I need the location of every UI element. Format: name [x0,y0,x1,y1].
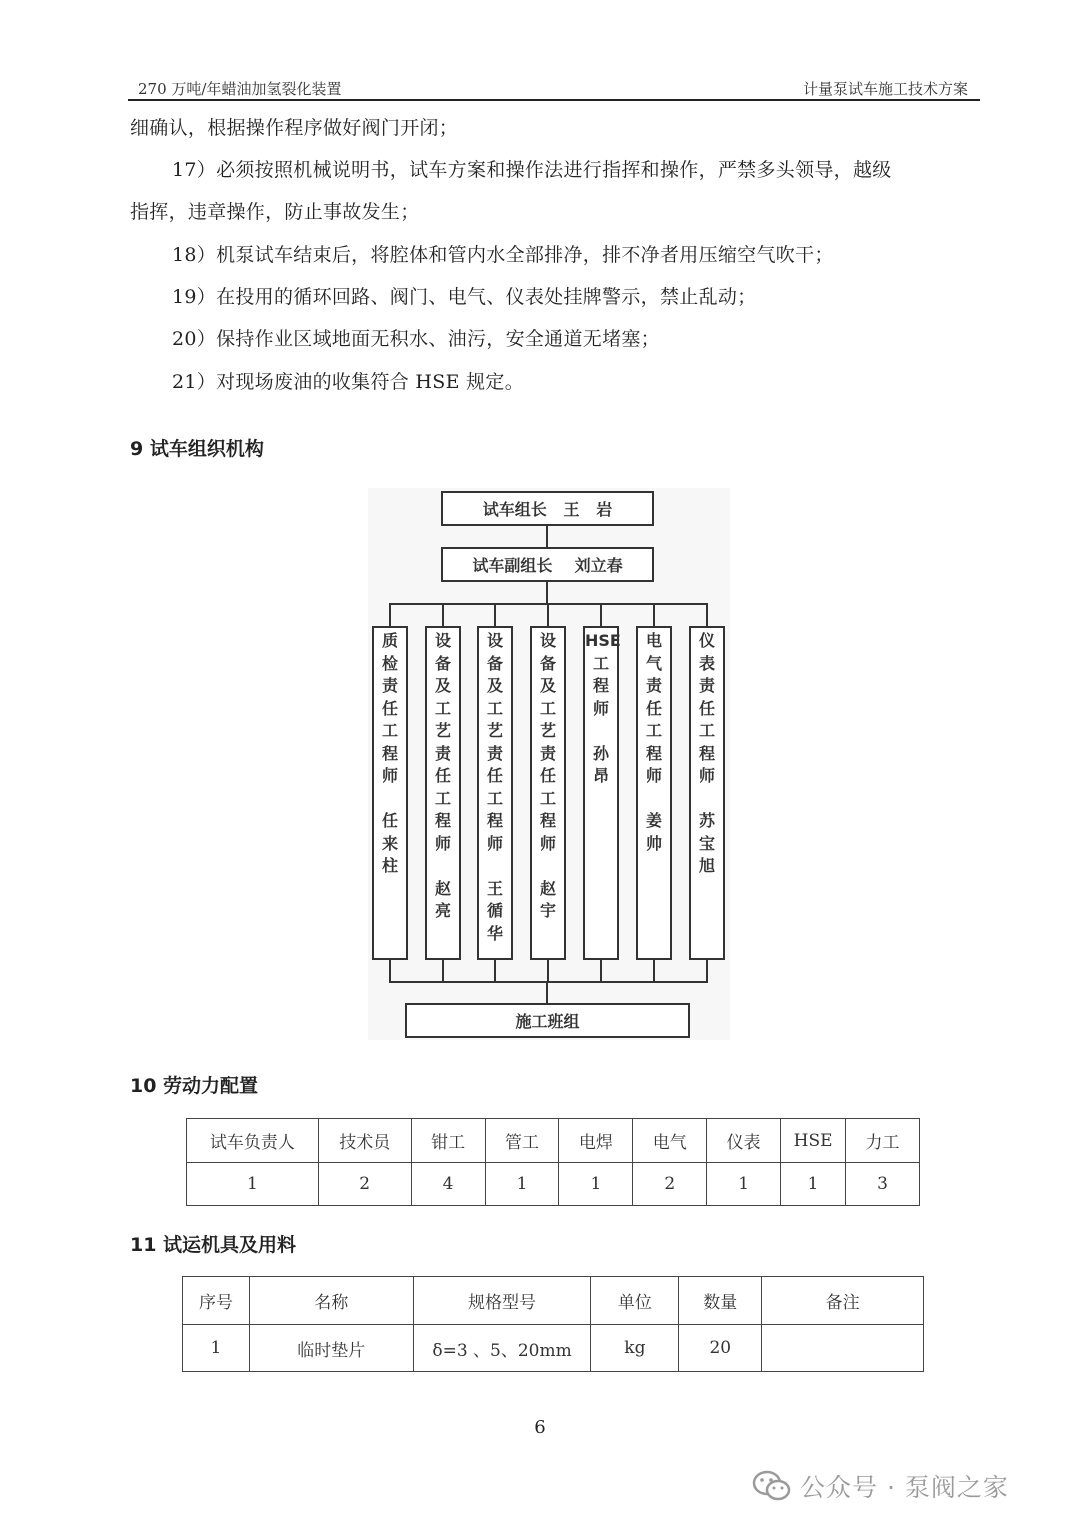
table-header-cell: 管工 [485,1119,559,1163]
connector-line [547,960,549,982]
paragraph: 17）必须按照机械说明书，试车方案和操作法进行指挥和操作，严禁多头领导，越级 [172,159,892,181]
connector-line [546,982,548,1004]
table-cell: 临时垫片 [249,1325,413,1372]
table-cell: 2 [633,1163,707,1206]
connector-line [547,604,549,626]
connector-line [494,960,496,982]
org-role-person: 孙 昂 [592,743,609,785]
org-role-title: 电 气 责 任 工 程 师 [645,631,662,785]
table-header-cell: 仪表 [707,1119,781,1163]
table-row [183,1325,924,1372]
org-role-title: 设 备 及 工 艺 责 任 工 程 师 [539,631,556,853]
table-header-cell: HSE [781,1119,846,1163]
table-header-cell: 电焊 [559,1119,633,1163]
connector-line [653,960,655,982]
table-cell: 20 [679,1325,762,1372]
org-role-box [425,626,461,960]
table-cell: 1 [485,1163,559,1206]
connector-line [600,604,602,626]
equipment-table [182,1276,924,1372]
table-header-cell: 备注 [762,1277,924,1325]
table-cell: 1 [707,1163,781,1206]
table-header-cell: 技术员 [318,1119,411,1163]
table-cell: 2 [318,1163,411,1206]
org-team-box: 施工班组 [405,1003,690,1038]
table-header-cell: 力工 [846,1119,920,1163]
connector-line [442,604,444,626]
org-role-person: 赵 宇 [539,878,556,920]
org-role-box [583,626,619,960]
org-role-box [636,626,672,960]
table-header-cell: 序号 [183,1277,250,1325]
org-role-box [530,626,566,960]
org-role-person: 王 循 华 [486,878,503,943]
page-number: 6 [534,1417,546,1438]
table-cell: 1 [559,1163,633,1206]
paragraph: 指挥，违章操作，防止事故发生； [130,201,420,223]
table-row [187,1163,920,1206]
connector-line [653,604,655,626]
connector-line [389,604,391,626]
table-cell: 1 [183,1325,250,1372]
org-role-person: 任 来 柱 [381,811,398,875]
table-header-cell: 电气 [633,1119,707,1163]
connector-line [706,604,708,626]
table-header-cell: 试车负责人 [187,1119,319,1163]
table-header-cell: 名称 [249,1277,413,1325]
org-role-box [477,626,513,960]
org-role-title: 设 备 及 工 艺 责 任 工 程 师 [434,631,451,853]
org-role-person: 苏 宝 旭 [698,811,715,875]
connector-line [442,960,444,982]
org-role-box [372,626,408,960]
org-role-title: 质 检 责 任 工 程 师 [381,631,398,785]
connector-line [389,981,708,983]
watermark-text: 公众号 · 泵阀之家 [800,1473,1009,1502]
paragraph: 20）保持作业区域地面无积水、油污，安全通道无堵塞； [172,328,660,350]
section-title-labor: 10 劳动力配置 [130,1075,259,1097]
table-cell: 3 [846,1163,920,1206]
table-cell: 1 [187,1163,319,1206]
table-header-cell: 数量 [679,1277,762,1325]
paragraph: 细确认，根据操作程序做好阀门开闭； [130,117,459,139]
paragraph: 18）机泵试车结束后，将腔体和管内水全部排净，排不净者用压缩空气吹干； [172,244,834,266]
org-role-person: 赵 亮 [434,878,451,920]
org-role-title: 设 备 及 工 艺 责 任 工 程 师 [486,631,503,853]
table-cell: 4 [411,1163,485,1206]
watermark [752,1468,1009,1504]
org-deputy-box: 试车副组长 刘立春 [441,547,654,582]
header-left: 270 万吨/年蜡油加氢裂化装置 [138,80,342,98]
org-leader-box: 试车组长 王 岩 [441,491,654,526]
table-cell [762,1325,924,1372]
wechat-icon [752,1469,792,1503]
header-rule [128,99,980,101]
connector-line [600,960,602,982]
table-cell: kg [591,1325,679,1372]
connector-line [546,582,548,604]
connector-line [546,526,548,547]
section-title-equipment: 11 试运机具及用料 [130,1234,297,1256]
connector-line [494,604,496,626]
paragraph: 21）对现场废油的收集符合 HSE 规定。 [172,371,525,393]
section-title-org: 9 试车组织机构 [130,438,264,460]
header-right: 计量泵试车施工技术方案 [802,80,968,98]
labor-table [186,1118,920,1206]
table-header-row [183,1277,924,1325]
connector-line [389,960,391,982]
connector-line [706,960,708,982]
org-role-title: HSE 工 程 师 [585,631,621,718]
table-header-row [187,1119,920,1163]
org-role-box [689,626,725,960]
table-cell: δ=3 、5、20mm [413,1325,591,1372]
org-role-title: 仪 表 责 任 工 程 师 [698,631,715,785]
table-header-cell: 钳工 [411,1119,485,1163]
table-header-cell: 单位 [591,1277,679,1325]
paragraph: 19）在投用的循环回路、阀门、电气、仪表处挂牌警示，禁止乱动； [172,286,757,308]
table-cell: 1 [781,1163,846,1206]
org-role-person: 姜 帅 [645,811,662,853]
table-header-cell: 规格型号 [413,1277,591,1325]
